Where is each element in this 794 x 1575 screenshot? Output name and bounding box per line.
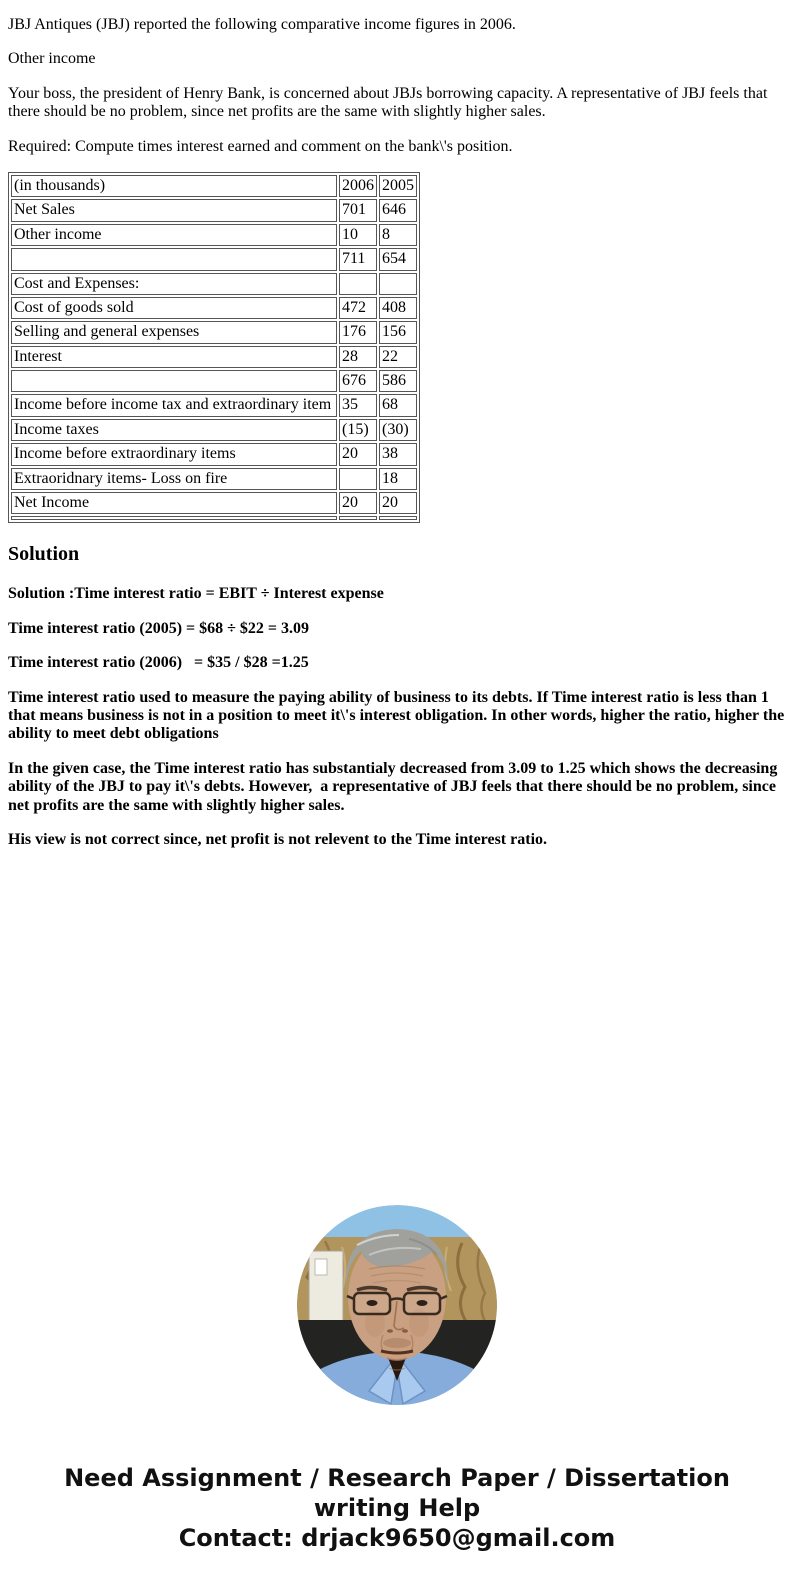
table-row: [11, 321, 417, 343]
value-cell: 8: [379, 224, 417, 246]
row-label-cell: Cost of goods sold: [11, 297, 337, 319]
value-cell: (30): [379, 419, 417, 441]
solution-paragraph-1: Time interest ratio used to measure the paying ability of business to its debts. If Time interest ratio is less than 1 that means business is not in a position to meet it\'s interest obligation. In other words, higher the ratio, higher the ability to meet debt obligations: [8, 688, 785, 743]
row-label-cell: Net Sales: [11, 199, 337, 221]
table-row: [11, 492, 417, 514]
footer-line-2: writing Help: [313, 1493, 481, 1522]
solution-calc-2006: Time interest ratio (2006) = $35 / $28 =1.25: [8, 654, 309, 672]
intro-paragraph-1: JBJ Antiques (JBJ) reported the following comparative income figures in 2006.: [8, 16, 516, 33]
intro-paragraph-4: Required: Compute times interest earned and comment on the bank\'s position.: [8, 137, 513, 155]
value-cell: 20: [339, 492, 377, 514]
value-cell: 68: [379, 394, 417, 416]
table-row: [11, 443, 417, 465]
header-year-2005: 2005: [379, 175, 417, 197]
value-cell: 654: [379, 248, 417, 270]
value-cell: 28: [339, 346, 377, 368]
value-cell: 18: [379, 468, 417, 490]
table-row: [11, 516, 417, 520]
footer-line-1: Need Assignment / Research Paper / Dissertation: [64, 1463, 730, 1492]
table-row: [11, 199, 417, 221]
value-cell: 35: [339, 394, 377, 416]
table-header-row: [11, 175, 417, 197]
header-year-2006: 2006: [339, 175, 377, 197]
solution-heading: Solution: [8, 543, 80, 566]
solution-formula: Solution :Time interest ratio = EBIT ÷ Interest expense: [8, 585, 384, 603]
table-row: [11, 346, 417, 368]
table-row: [11, 248, 417, 270]
value-cell: [379, 273, 417, 295]
value-cell: 711: [339, 248, 377, 270]
table-body: [11, 199, 417, 520]
income-statement-table: [8, 172, 420, 523]
value-cell: [339, 273, 377, 295]
value-cell: [379, 516, 417, 520]
value-cell: 676: [339, 370, 377, 392]
row-label-cell: Net Income: [11, 492, 337, 514]
solution-paragraph-3: His view is not correct since, net profit is not relevent to the Time interest ratio.: [8, 830, 548, 848]
footer-banner: [8, 1463, 786, 1553]
value-cell: [339, 516, 377, 520]
table-row: [11, 394, 417, 416]
row-label-cell: Other income: [11, 224, 337, 246]
row-label-cell: [11, 516, 337, 520]
row-label-cell: [11, 248, 337, 270]
value-cell: (15): [339, 419, 377, 441]
intro-paragraph-3: Your boss, the president of Henry Bank, is concerned about JBJs borrowing capacity. A representative of JBJ feels that there should be no problem, since net profits are the same with slightly higher sales.: [8, 84, 768, 121]
value-cell: 38: [379, 443, 417, 465]
row-label-cell: Income before extraordinary items: [11, 443, 337, 465]
solution-calc-2005: Time interest ratio (2005) = $68 ÷ $22 = 3.09: [8, 619, 310, 637]
avatar-container: [8, 1205, 786, 1410]
value-cell: 156: [379, 321, 417, 343]
row-label-cell: Interest: [11, 346, 337, 368]
value-cell: 22: [379, 346, 417, 368]
row-label-cell: Income before income tax and extraordinary item: [11, 394, 337, 416]
header-in-thousands: (in thousands): [11, 175, 337, 197]
intro-paragraph-2: Other income: [8, 50, 96, 68]
row-label-cell: Extraoridnary items- Loss on fire: [11, 468, 337, 490]
value-cell: [339, 468, 377, 490]
row-label-cell: Cost and Expenses:: [11, 273, 337, 295]
row-label-cell: [11, 370, 337, 392]
value-cell: 472: [339, 297, 377, 319]
table-row: [11, 370, 417, 392]
solution-paragraph-2: In the given case, the Time interest ratio has substantialy decreased from 3.09 to 1.25 which shows the decreasing ability of the JBJ to pay it\'s debts. However, a representative of JBJ feels that there should be no problem, since net profits are the same with slightly higher sales.: [8, 759, 782, 814]
table-row: [11, 224, 417, 246]
table-row: [11, 273, 417, 295]
value-cell: 20: [339, 443, 377, 465]
empty-space: [8, 865, 786, 1205]
row-label-cell: Income taxes: [11, 419, 337, 441]
value-cell: 646: [379, 199, 417, 221]
instructor-avatar: [297, 1205, 497, 1405]
row-label-cell: Selling and general expenses: [11, 321, 337, 343]
value-cell: 586: [379, 370, 417, 392]
value-cell: 408: [379, 297, 417, 319]
table-row: [11, 419, 417, 441]
value-cell: 10: [339, 224, 377, 246]
table-row: [11, 468, 417, 490]
footer-contact-email: Contact: drjack9650@gmail.com: [178, 1523, 616, 1552]
value-cell: 20: [379, 492, 417, 514]
value-cell: 701: [339, 199, 377, 221]
table-row: [11, 297, 417, 319]
value-cell: 176: [339, 321, 377, 343]
